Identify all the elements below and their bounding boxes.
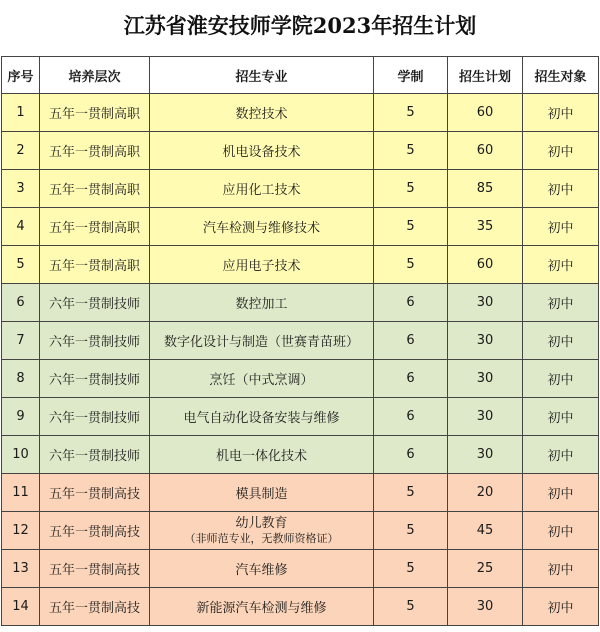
cell-major: 烹饪（中式烹调） (150, 360, 374, 398)
cell-serial-number: 6 (2, 284, 40, 322)
table-row (2, 512, 599, 550)
header-target-students: 招生对象 (523, 57, 599, 94)
major-name: 幼儿教育 (235, 516, 288, 531)
cell-training-level: 五年一贯制高职 (40, 208, 150, 246)
cell-major: 模具制造 (150, 474, 374, 512)
header-enrollment-plan: 招生计划 (448, 57, 523, 94)
cell-training-level: 五年一贯制高技 (40, 512, 150, 550)
cell-training-level: 五年一贯制高职 (40, 246, 150, 284)
cell-target-students: 初中 (523, 550, 599, 588)
cell-duration: 6 (374, 398, 448, 436)
major-note: （非师范专业，无教师资格证） (184, 532, 339, 545)
table-row (2, 360, 599, 398)
cell-major: 数控技术 (150, 94, 374, 132)
cell-enrollment-plan: 35 (448, 208, 523, 246)
page-title: 江苏省淮安技师学院2023年招生计划 (123, 13, 477, 38)
cell-target-students: 初中 (523, 322, 599, 360)
cell-serial-number: 9 (2, 398, 40, 436)
cell-target-students: 初中 (523, 170, 599, 208)
table-row (2, 94, 599, 132)
table-row (2, 246, 599, 284)
cell-serial-number: 7 (2, 322, 40, 360)
cell-enrollment-plan: 85 (448, 170, 523, 208)
cell-enrollment-plan: 30 (448, 436, 523, 474)
cell-duration: 5 (374, 132, 448, 170)
table-row (2, 208, 599, 246)
header-duration: 学制 (374, 57, 448, 94)
cell-major: 电气自动化设备安装与维修 (150, 398, 374, 436)
cell-training-level: 六年一贯制技师 (40, 398, 150, 436)
cell-training-level: 六年一贯制技师 (40, 436, 150, 474)
cell-duration: 5 (374, 512, 448, 550)
cell-major: 数控加工 (150, 284, 374, 322)
cell-duration: 5 (374, 208, 448, 246)
cell-training-level: 六年一贯制技师 (40, 284, 150, 322)
cell-enrollment-plan: 30 (448, 284, 523, 322)
cell-duration: 6 (374, 284, 448, 322)
cell-duration: 5 (374, 170, 448, 208)
cell-major: 汽车维修 (150, 550, 374, 588)
cell-training-level: 五年一贯制高职 (40, 132, 150, 170)
table-row (2, 284, 599, 322)
cell-major: 新能源汽车检测与维修 (150, 588, 374, 626)
cell-duration: 5 (374, 474, 448, 512)
cell-enrollment-plan: 30 (448, 398, 523, 436)
cell-enrollment-plan: 60 (448, 94, 523, 132)
cell-major: 机电一体化技术 (150, 436, 374, 474)
cell-training-level: 六年一贯制技师 (40, 322, 150, 360)
table-row (2, 550, 599, 588)
cell-training-level: 五年一贯制高技 (40, 474, 150, 512)
cell-serial-number: 1 (2, 94, 40, 132)
table-row (2, 132, 599, 170)
cell-duration: 5 (374, 588, 448, 626)
table-row (2, 436, 599, 474)
cell-duration: 5 (374, 550, 448, 588)
cell-target-students: 初中 (523, 436, 599, 474)
cell-major: 机电设备技术 (150, 132, 374, 170)
enrollment-plan-table (1, 56, 599, 626)
cell-enrollment-plan: 30 (448, 588, 523, 626)
cell-major (150, 512, 374, 550)
cell-training-level: 五年一贯制高职 (40, 170, 150, 208)
cell-enrollment-plan: 60 (448, 246, 523, 284)
cell-serial-number: 5 (2, 246, 40, 284)
cell-enrollment-plan: 45 (448, 512, 523, 550)
cell-enrollment-plan: 60 (448, 132, 523, 170)
cell-enrollment-plan: 30 (448, 360, 523, 398)
cell-target-students: 初中 (523, 360, 599, 398)
cell-training-level: 五年一贯制高职 (40, 94, 150, 132)
cell-enrollment-plan: 30 (448, 322, 523, 360)
table-row (2, 588, 599, 626)
cell-target-students: 初中 (523, 588, 599, 626)
cell-serial-number: 4 (2, 208, 40, 246)
cell-serial-number: 14 (2, 588, 40, 626)
cell-target-students: 初中 (523, 132, 599, 170)
cell-major: 应用电子技术 (150, 246, 374, 284)
cell-major: 汽车检测与维修技术 (150, 208, 374, 246)
table-row (2, 398, 599, 436)
cell-serial-number: 13 (2, 550, 40, 588)
cell-enrollment-plan: 20 (448, 474, 523, 512)
table-row (2, 474, 599, 512)
cell-duration: 6 (374, 322, 448, 360)
cell-target-students: 初中 (523, 208, 599, 246)
cell-target-students: 初中 (523, 474, 599, 512)
cell-target-students: 初中 (523, 246, 599, 284)
cell-major: 应用化工技术 (150, 170, 374, 208)
table-header-row (2, 57, 599, 94)
cell-duration: 6 (374, 360, 448, 398)
cell-major: 数字化设计与制造（世赛青苗班） (150, 322, 374, 360)
header-major: 招生专业 (150, 57, 374, 94)
cell-target-students: 初中 (523, 284, 599, 322)
table-row (2, 170, 599, 208)
cell-serial-number: 10 (2, 436, 40, 474)
cell-serial-number: 12 (2, 512, 40, 550)
cell-serial-number: 2 (2, 132, 40, 170)
header-serial-number: 序号 (2, 57, 40, 94)
cell-target-students: 初中 (523, 512, 599, 550)
cell-enrollment-plan: 25 (448, 550, 523, 588)
cell-serial-number: 11 (2, 474, 40, 512)
cell-target-students: 初中 (523, 94, 599, 132)
cell-duration: 5 (374, 94, 448, 132)
cell-training-level: 五年一贯制高技 (40, 550, 150, 588)
cell-serial-number: 8 (2, 360, 40, 398)
table-row (2, 322, 599, 360)
cell-duration: 6 (374, 436, 448, 474)
header-training-level: 培养层次 (40, 57, 150, 94)
cell-serial-number: 3 (2, 170, 40, 208)
cell-training-level: 六年一贯制技师 (40, 360, 150, 398)
cell-duration: 5 (374, 246, 448, 284)
cell-target-students: 初中 (523, 398, 599, 436)
cell-training-level: 五年一贯制高技 (40, 588, 150, 626)
